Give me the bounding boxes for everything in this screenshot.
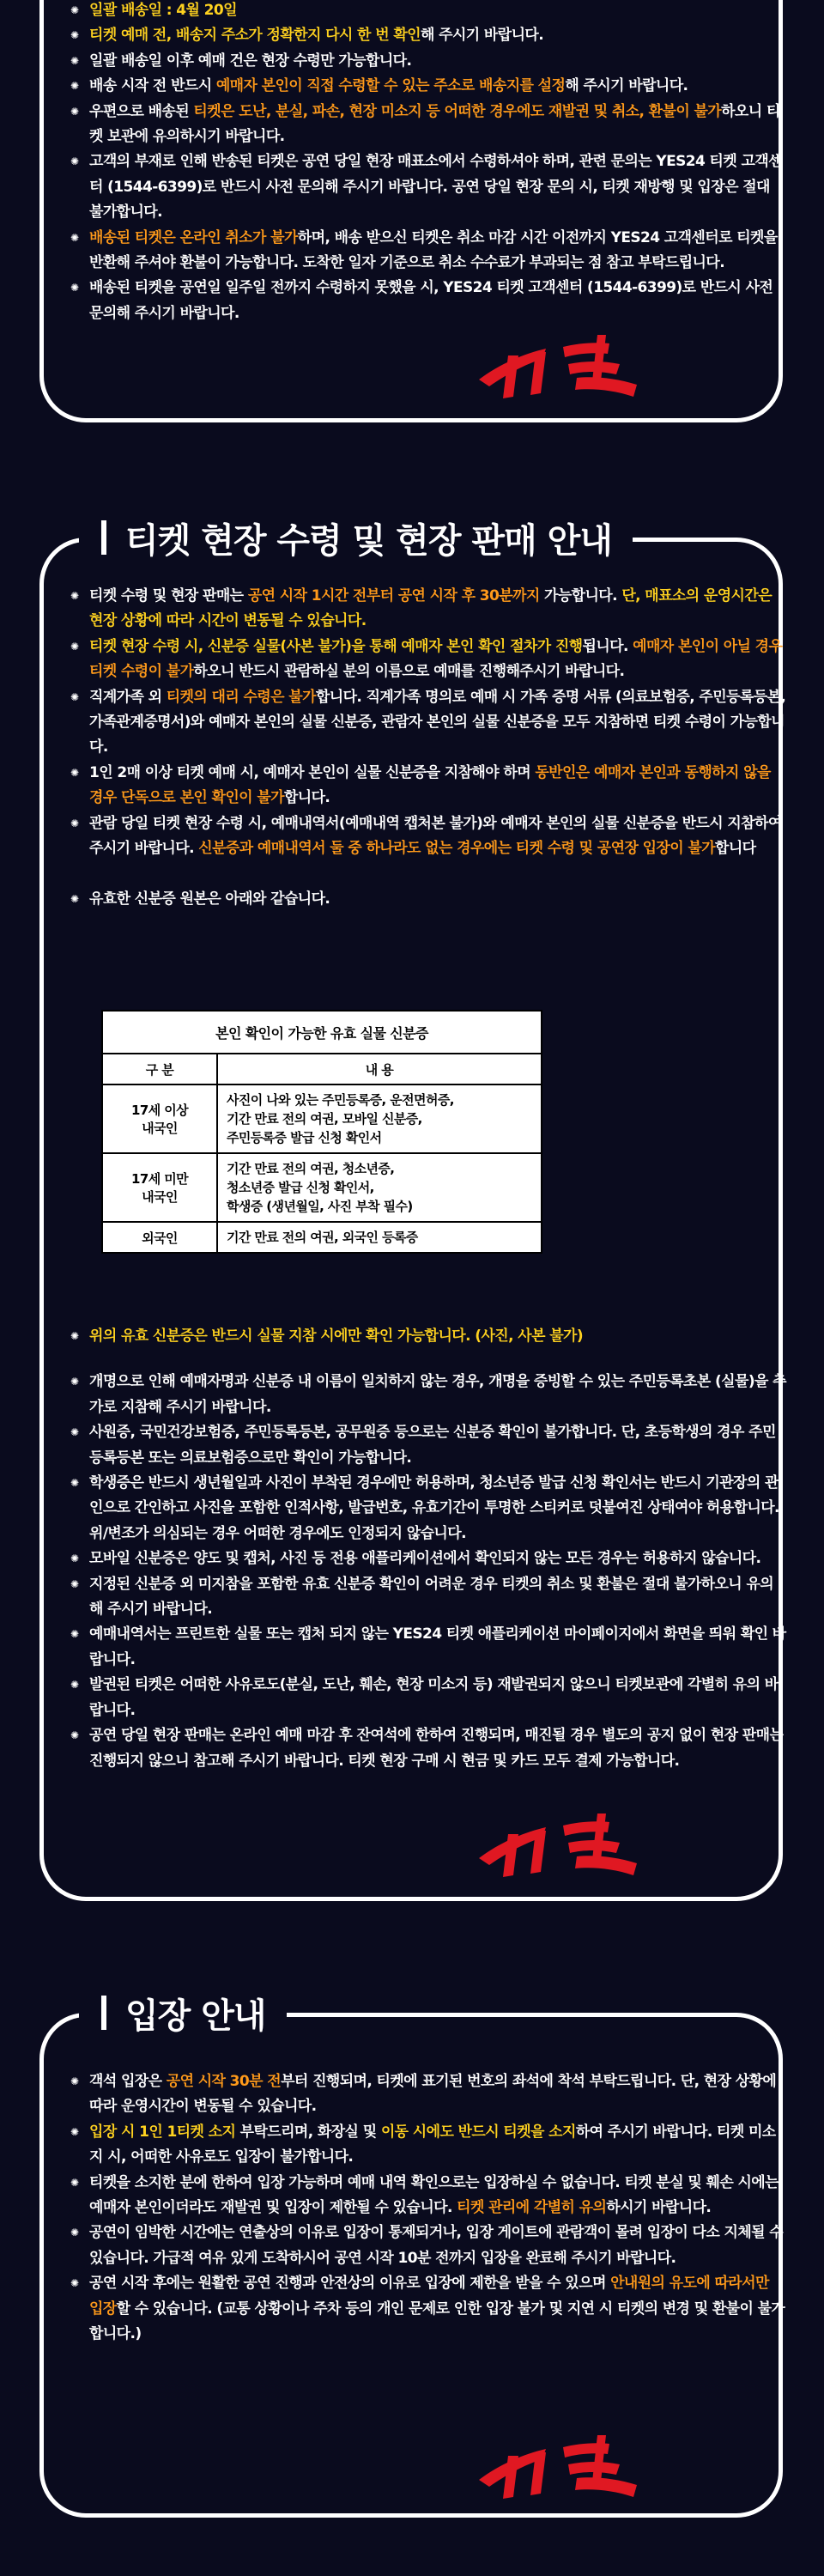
list-item (70, 149, 786, 225)
list-item (70, 23, 786, 48)
list-item (70, 49, 786, 74)
onsite-pickup-list (70, 584, 786, 913)
list-item (70, 635, 786, 685)
list-item (70, 1370, 786, 1420)
delivery-notice-list (70, 0, 786, 326)
list-item-text: 해 주시기 바랍니다. (565, 77, 688, 95)
list-item (70, 584, 786, 635)
list-item-text: 하오니 반드시 관람하실 분의 이름으로 예매를 진행해주시기 바랍니다. (193, 663, 625, 681)
list-item (70, 761, 786, 811)
list-item-text: 단, 매표소의 운영시간은 현장 상황에 따라 시간이 변동될 수 있습니다. (89, 587, 772, 630)
list-item-text: 합니다 (715, 840, 756, 858)
list-item-text: 하오니 티켓 보관에 유의하시기 바랍니다. (89, 102, 780, 146)
list-item (70, 1471, 786, 1546)
section-title-text: 입장 안내 (125, 1996, 266, 2036)
title-bar (101, 1996, 106, 2030)
list-item (70, 887, 786, 912)
list-item-text: 유효한 신분증 원본은 아래와 같습니다. (89, 890, 330, 908)
table-cell-content: 사진이 나와 있는 주민등록증, 운전면허증, 기간 만료 전의 여권, 모바일 신분증, 주민등록증 발급 신청 확인서 (217, 1084, 542, 1153)
list-item-text: 고객의 부재로 인해 반송된 티켓은 공연 당일 현장 매표소에서 수령하셔야 하며, 관련 문의는 YES24 티켓 고객센터 (1544-6399)로 반드시 사전 문의해 주시기 바랍니다. 공연 당일 현장 문의 시, 티켓 재방행 및 입장은 절대 불가합니다. (89, 153, 782, 222)
list-item-text: 티켓은 도난, 분실, 파손, 현장 미소지 등 어떠한 경우에도 재발권 및 취소, 환불이 불가 (193, 102, 722, 120)
list-item-text: 합니다. (283, 789, 330, 807)
section-title (79, 513, 633, 562)
list-item-text: 위의 유효 신분증은 반드시 실물 지참 시에만 확인 가능합니다. (사진, 사본 불가) (89, 1327, 584, 1345)
list-item-text: 공연 시작 1시간 전부터 공연 시작 후 30분까지 (247, 587, 540, 605)
list-item-text: 우편으로 배송된 (89, 102, 194, 120)
table-row (102, 1153, 542, 1222)
list-item-text: 신분증과 예매내역서 둘 중 하나라도 없는 경우에는 티켓 수령 및 공연장 입장이 불가 (198, 840, 716, 858)
list-item-text: 예매자 본인이 아닐 경우 티켓 수령이 불가 (89, 637, 783, 681)
list-item-text: 공연 시작 30분 전 (166, 2073, 282, 2090)
list-item-text: 일괄 배송일 이후 예매 건은 현장 수령만 가능합니다. (89, 52, 412, 70)
table-cell-content: 기간 만료 전의 여권, 외국인 등록증 (217, 1222, 542, 1253)
signature-logo (474, 1808, 645, 1880)
list-item (70, 100, 786, 150)
entry-info-list (70, 2069, 786, 2347)
list-item-text: 배송된 티켓은 온라인 취소가 불가 (89, 228, 298, 246)
list-item (70, 1673, 786, 1723)
list-item-text: 학생증은 반드시 생년월일과 사진이 부착된 경우에만 허용하며, 청소년증 발급 신청 확인서는 반드시 기관장의 관인으로 간인하고 사진을 포함한 인적사항, 발급번호, 유효기간이 투명한 스티커로 덧붙여진 상태여야 허용합니다. 위/변조가 의심되는 경우 어떠한 경우에도 인정되지 않습니다. (89, 1474, 779, 1542)
list-item (70, 2171, 786, 2221)
list-item-text: 배송 시작 전 반드시 (89, 77, 216, 95)
list-item-text: 직계가족 외 (89, 688, 167, 706)
list-item (70, 276, 786, 326)
list-item (70, 0, 786, 23)
list-item-text: 안내원의 유도에 따라서만 입장 (89, 2275, 769, 2318)
table-cell-category: 17세 미만 내국인 (102, 1153, 217, 1222)
list-item-text: 하시기 바랍니다. (606, 2199, 712, 2217)
table-cell-category: 외국인 (102, 1222, 217, 1253)
list-item (70, 2221, 786, 2271)
list-item (70, 685, 786, 761)
table-caption: 본인 확인이 가능한 유효 실물 신분증 (102, 1011, 542, 1054)
list-item (70, 1622, 786, 1673)
list-item-text: 티켓 수령 및 현장 판매는 (89, 587, 248, 605)
list-item-text: 1인 2매 이상 티켓 예매 시, 예매자 본인이 실물 신분증을 지참해야 하며 (89, 763, 536, 781)
list-item (70, 1572, 786, 1623)
section-title-text: 티켓 현장 수령 및 현장 판매 안내 (125, 520, 612, 561)
list-item-text: 티켓 예매 전, 배송지 주소가 정확한지 다시 한 번 확인 (89, 27, 421, 45)
list-item-text: 공연 당일 현장 판매는 온라인 예매 마감 후 잔여석에 한하여 진행되며, 매진될 경우 별도의 공지 없이 현장 판매는 진행되지 않으니 참고해 주시기 바랍니다. 티켓 현장 구매 시 현금 및 카드 모두 결제 가능합니다. (89, 1727, 784, 1770)
list-item-text: 예매자 본인이 직접 수령할 수 있는 주소로 배송지를 설정 (215, 77, 566, 95)
list-item-text: 하며, 배송 받으신 티켓은 취소 마감 시간 이전까지 YES24 고객센터로 티켓을 반환해 주셔야 환불이 가능합니다. 도착한 일자 기준으로 취소 수수료가 부과되는 점 참고 부탁드립니다. (89, 228, 778, 272)
list-item-text: 부터 진행되며, 티켓에 표기된 번호의 좌석에 착석 부탁드립니다. 단, 현장 상황에 따라 운영시간이 변동될 수 있습니다. (89, 2073, 777, 2116)
list-item (70, 2120, 786, 2171)
list-item-text: 됩니다. (582, 637, 633, 655)
section-title (79, 1989, 287, 2037)
id-requirements-list (70, 1324, 786, 1774)
list-item (70, 2271, 786, 2347)
list-item (70, 811, 786, 862)
list-item-text: 지정된 신분증 외 미지참을 포함한 유효 신분증 확인이 어려운 경우 티켓의 취소 및 환불은 절대 불가하오니 유의해 주시기 바랍니다. (89, 1575, 774, 1619)
list-item (70, 1723, 786, 1774)
list-item-text: 하여 주시기 바랍니다. 티켓 미소지 시, 어떠한 사유로도 입장이 불가합니다. (89, 2123, 776, 2166)
table-cell-category: 17세 이상 내국인 (102, 1084, 217, 1153)
list-item (70, 1324, 786, 1349)
list-item-text: 개명으로 인해 예매자명과 신분증 내 이름이 일치하지 않는 경우, 개명을 증빙할 수 있는 주민등록초본 (실물)을 추가로 지참해 주시기 바랍니다. (89, 1373, 786, 1416)
list-item (70, 226, 786, 276)
list-item-text: 티켓을 소지한 분에 한하여 입장 가능하며 예매 내역 확인으로는 입장하실 수 없습니다. 티켓 분실 및 훼손 시에는 예매자 본인이더라도 재발권 및 입장이 제한될 수 있습니다. (89, 2173, 779, 2217)
list-item-text: 공연이 임박한 시간에는 연출상의 이유로 입장이 통제되거나, 입장 게이트에 관람객이 몰려 입장이 다소 지체될 수 있습니다. 가급적 여유 있게 도착하시어 공연 시작 10분 전까지 입장을 완료해 주시기 바랍니다. (89, 2224, 784, 2267)
list-item-text: 동반인은 예매자 본인과 동행하지 않을 경우 단독으로 본인 확인이 불가 (89, 763, 771, 807)
list-item (70, 1420, 786, 1471)
list-item-text: 해 주시기 바랍니다. (421, 27, 544, 45)
list-item-text: 발권된 티켓은 어떠한 사유로도(분실, 도난, 훼손, 현장 미소지 등) 재발권되지 않으니 티켓보관에 각별히 유의 바랍니다. (89, 1676, 779, 1719)
list-item-text: 객석 입장은 (89, 2073, 167, 2090)
list-item (70, 2069, 786, 2120)
list-item-text: 이동 시에도 반드시 티켓을 소지 (380, 2123, 576, 2141)
list-item-text: 티켓의 대리 수령은 불가 (166, 688, 316, 706)
list-item (70, 74, 786, 99)
table-header-category: 구 분 (102, 1054, 217, 1084)
list-item-text: 부탁드리며, 화장실 및 (235, 2123, 381, 2141)
list-item-text: 합니다. 직계가족 명의로 예매 시 가족 증명 서류 (의료보험증, 주민등록등본, 가족관계증명서)와 예매자 본인의 실물 신분증, 관람자 본인의 실물 신분증을 모두 지참하면 티켓 수령이 가능합니다. (89, 688, 786, 756)
title-bar (101, 520, 106, 555)
table-header-content: 내 용 (217, 1054, 542, 1084)
table-row (102, 1222, 542, 1253)
signature-logo (474, 2430, 645, 2502)
table-row (102, 1084, 542, 1153)
table-cell-content: 기간 만료 전의 여권, 청소년증, 청소년증 발급 신청 확인서, 학생증 (생년월일, 사진 부착 필수) (217, 1153, 542, 1222)
list-item-text: 티켓 관리에 각별히 유의 (457, 2199, 607, 2217)
list-item-text: 관람 당일 티켓 현장 수령 시, 예매내역서(예매내역 캡처본 불가)와 예매자 본인의 실물 신분증을 반드시 지참하여 주시기 바랍니다. (89, 814, 782, 858)
list-item-text: 사원증, 국민건강보험증, 주민등록등본, 공무원증 등으로는 신분증 확인이 불가합니다. 단, 초등학생의 경우 주민등록등본 또는 의료보험증으로만 확인이 가능합니다. (89, 1424, 776, 1467)
list-item-text: 배송된 티켓을 공연일 일주일 전까지 수령하지 못했을 시, YES24 티켓 고객센터 (1544-6399)로 반드시 사전 문의해 주시기 바랍니다. (89, 279, 773, 322)
list-item-text: 티켓 현장 수령 시, 신분증 실물(사본 불가)을 통해 예매자 본인 확인 절차가 진행 (89, 637, 583, 655)
list-item-text: 모바일 신분증은 양도 및 캡처, 사진 등 전용 애플리케이션에서 확인되지 않는 모든 경우는 허용하지 않습니다. (89, 1550, 761, 1568)
valid-id-table (101, 1010, 542, 1254)
list-item-text: 할 수 있습니다. (교통 상황이나 주차 등의 개인 문제로 인한 입장 불가 및 지연 시 티켓의 변경 및 환불이 불가합니다.) (89, 2300, 785, 2343)
list-item-text: 일괄 배송일 : 4월 20일 (89, 2, 237, 19)
signature-logo (474, 330, 645, 402)
list-item-text: 예매내역서는 프린트한 실물 또는 캡처 되지 않는 YES24 티켓 애플리케이션 마이페이지에서 화면을 띄워 확인 바랍니다. (89, 1625, 786, 1668)
list-item (70, 1546, 786, 1571)
list-item-text: 입장 시 1인 1티켓 소지 (89, 2123, 236, 2141)
list-item-text: 가능합니다. (539, 587, 622, 605)
list-item-text: 공연 시작 후에는 원활한 공연 진행과 안전상의 이유로 입장에 제한을 받을 수 있으며 (89, 2275, 611, 2293)
